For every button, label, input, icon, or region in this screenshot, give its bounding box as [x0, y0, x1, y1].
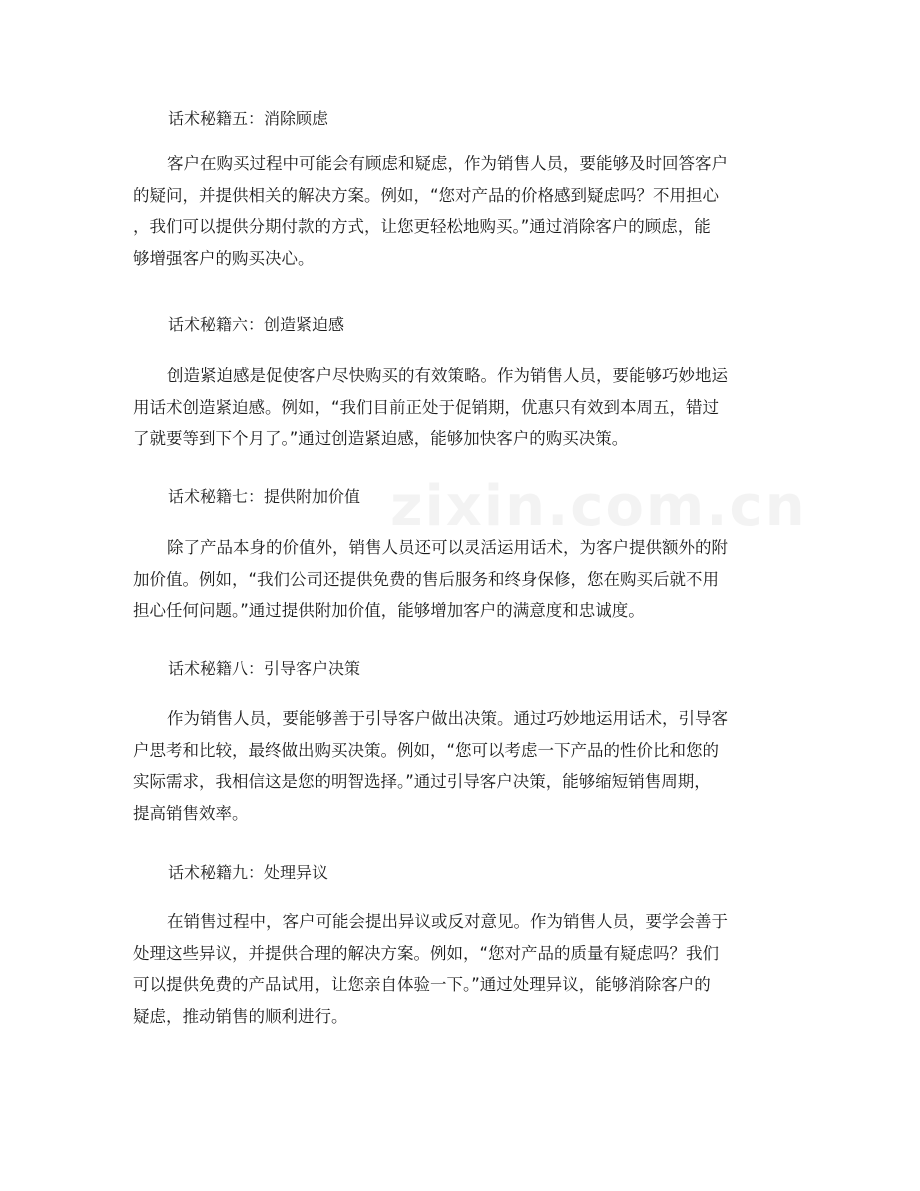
paragraph-line: 用话术创造紧迫感。例如，“我们目前正处于促销期，优惠只有效到本周五，错过	[133, 397, 720, 417]
paragraph-line: 了就要等到下个月了。”通过创造紧迫感，能够加快客户的购买决策。	[133, 429, 629, 448]
paragraph-line: 实际需求，我相信这是您的明智选择。”通过引导客户决策，能够缩短销售周期，	[133, 772, 711, 791]
section-paragraph-5	[133, 148, 793, 274]
paragraph-line: 的疑问，并提供相关的解决方案。例如，“您对产品的价格感到疑虑吗？不用担心	[133, 185, 720, 205]
paragraph-line: 疑虑，推动销售的顺利进行。	[133, 1006, 348, 1026]
paragraph-line: 提高销售效率。	[133, 803, 249, 823]
paragraph-line: 作为销售人员，要能够善于引导客户做出决策。通过巧妙地运用话术，引导客	[167, 709, 728, 728]
paragraph-line: 创造紧迫感是促使客户尽快购买的有效策略。作为销售人员，要能够巧妙地运	[167, 366, 728, 385]
section-heading-9: 话术秘籍九：处理异议	[168, 863, 329, 882]
section-paragraph-6	[133, 360, 793, 455]
paragraph-line: 担心任何问题。”通过提供附加价值，能够增加客户的满意度和忠诚度。	[133, 601, 645, 620]
paragraph-line: 客户在购买过程中可能会有顾虑和疑虑，作为销售人员，要能够及时回答客户	[167, 154, 728, 173]
section-paragraph-7	[133, 532, 793, 627]
paragraph-line: 处理这些异议，并提供合理的解决方案。例如，“您对产品的质量有疑虑吗？我们	[133, 943, 720, 963]
section-paragraph-8	[133, 703, 793, 829]
section-heading-6: 话术秘籍六：创造紧迫感	[168, 315, 345, 334]
watermark	[390, 474, 807, 539]
paragraph-line: 除了产品本身的价值外，销售人员还可以灵活运用话术，为客户提供额外的附	[167, 538, 728, 557]
paragraph-line: 户思考和比较，最终做出购买决策。例如，“您可以考虑一下产品的性价比和您的	[133, 740, 720, 760]
section-heading-8: 话术秘籍八：引导客户决策	[168, 659, 361, 678]
section-heading-7: 话术秘籍七：提供附加价值	[168, 487, 361, 506]
paragraph-line: 在销售过程中，客户可能会提出异议或反对意见。作为销售人员，要学会善于	[167, 912, 728, 931]
paragraph-line: 可以提供免费的产品试用，让您亲自体验一下。”通过处理异议，能够消除客户的	[133, 975, 711, 994]
paragraph-line: 够增强客户的购买决心。	[133, 248, 315, 268]
paragraph-line: 加价值。例如，“我们公司还提供免费的售后服务和终身保修，您在购买后就不用	[133, 569, 720, 589]
section-paragraph-9	[133, 906, 793, 1032]
section-heading-5: 话术秘籍五：消除顾虑	[168, 109, 329, 128]
paragraph-line: ，我们可以提供分期付款的方式，让您更轻松地购买。”通过消除客户的顾虑，能	[133, 217, 711, 236]
